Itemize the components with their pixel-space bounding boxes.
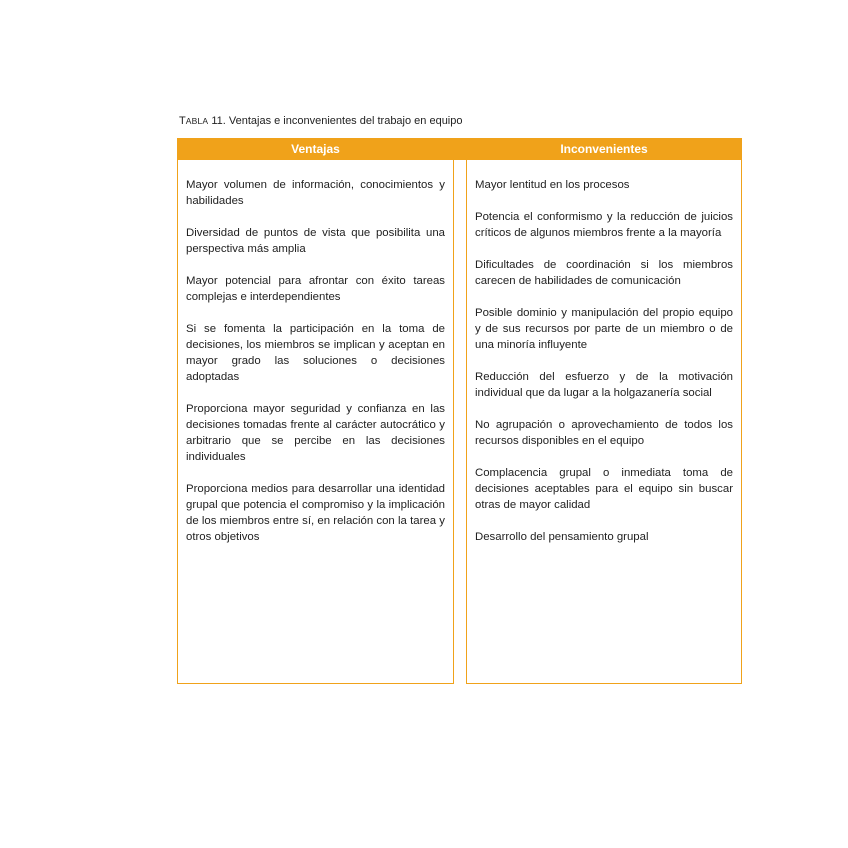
ventajas-item: Mayor volumen de información, conocimientos y habilidades bbox=[186, 179, 445, 207]
ventajas-item: Mayor potencial para afrontar con éxito tareas complejas e interdependientes bbox=[186, 275, 445, 303]
table-caption bbox=[179, 115, 463, 127]
inconvenientes-item: Posible dominio y manipulación del propio equipo y de sus recursos por parte de un miembro o de una minoría influyente bbox=[475, 307, 733, 351]
header-bridge bbox=[454, 138, 466, 160]
inconvenientes-list bbox=[467, 160, 741, 545]
ventajas-list bbox=[178, 160, 453, 545]
ventajas-column bbox=[177, 138, 454, 684]
caption-title: Ventajas e inconvenientes del trabajo en equipo bbox=[225, 115, 463, 127]
caption-label-rest: ABLA bbox=[185, 116, 209, 126]
ventajas-item: Proporciona mayor seguridad y confianza en las decisiones tomadas frente al carácter autocrático y arbitrario que se percibe en las decisiones individuales bbox=[186, 403, 445, 463]
ventajas-header: Ventajas bbox=[178, 138, 453, 160]
caption-label-initial: T bbox=[179, 115, 186, 127]
inconvenientes-item: Dificultades de coordinación si los miembros carecen de habilidades de comunicación bbox=[475, 259, 733, 287]
inconvenientes-header: Inconvenientes bbox=[467, 138, 741, 160]
inconvenientes-item: No agrupación o aprovechamiento de todos los recursos disponibles en el equipo bbox=[475, 419, 733, 447]
inconvenientes-item: Mayor lentitud en los procesos bbox=[475, 179, 630, 191]
ventajas-item: Diversidad de puntos de vista que posibilita una perspectiva más amplia bbox=[186, 227, 445, 255]
inconvenientes-column bbox=[466, 138, 742, 684]
ventajas-item: Si se fomenta la participación en la toma de decisiones, los miembros se implican y aceptan en mayor grado las soluciones o decisiones adoptadas bbox=[186, 323, 445, 383]
inconvenientes-item: Desarrollo del pensamiento grupal bbox=[475, 531, 649, 543]
inconvenientes-item: Potencia el conformismo y la reducción de juicios críticos de algunos miembros frente a la mayoría bbox=[475, 211, 733, 239]
ventajas-item: Proporciona medios para desarrollar una identidad grupal que potencia el compromiso y la implicación de los miembros entre sí, en relación con la tarea y otros objetivos bbox=[186, 483, 445, 543]
inconvenientes-item: Complacencia grupal o inmediata toma de decisiones aceptables para el equipo sin buscar otras de mayor calidad bbox=[475, 467, 733, 511]
caption-number: 11. bbox=[208, 115, 226, 127]
inconvenientes-item: Reducción del esfuerzo y de la motivación individual que da lugar a la holgazanería social bbox=[475, 371, 733, 399]
